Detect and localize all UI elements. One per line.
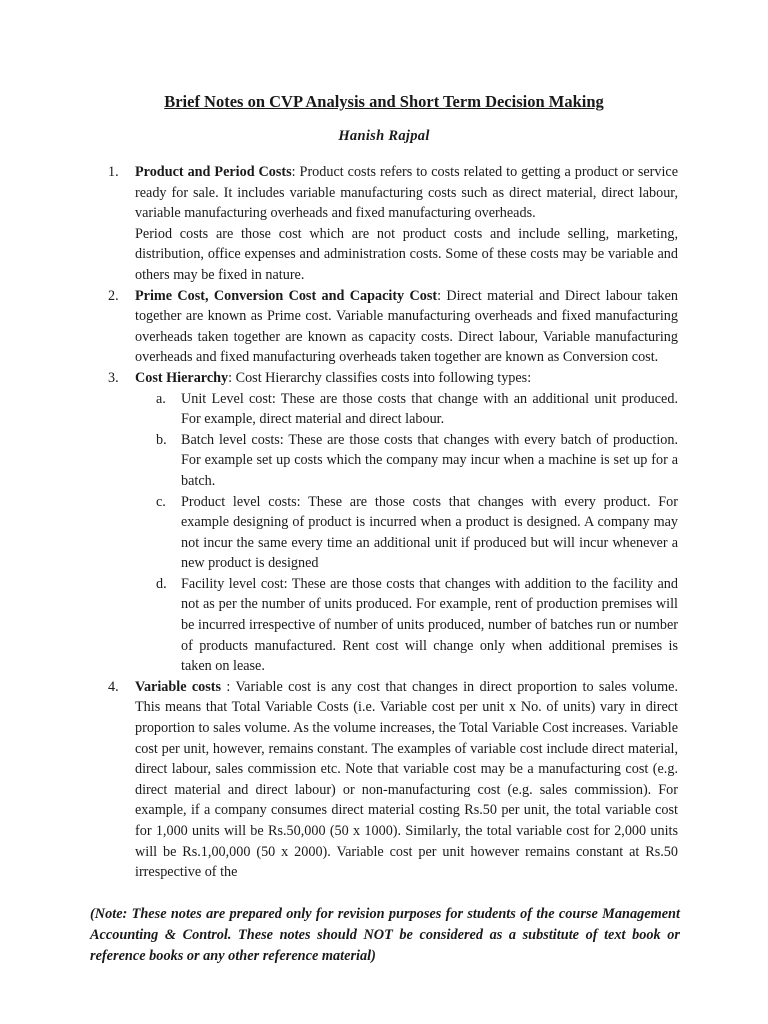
list-item	[108, 368, 678, 677]
footer-note: (Note: These notes are prepared only for revision purposes for students of the course Management Accounting & Control. These notes should NOT be considered as a substitute of text book or reference books or any other reference material)	[90, 906, 680, 964]
sub-item-letter: c.	[156, 493, 166, 510]
item-number: 3.	[108, 369, 119, 386]
sub-item-letter: d.	[156, 575, 167, 592]
item-text: : Product costs refers to costs related to getting a product or service ready for sale. It includes variable manufacturing costs such as direct material, direct labour, variable manufacturing overheads and fixed manufacturing overheads.	[135, 164, 678, 222]
list-item	[108, 677, 678, 883]
sub-list-item	[135, 430, 678, 492]
sub-list-item	[135, 492, 678, 574]
document-title: Brief Notes on CVP Analysis and Short Term Decision Making	[164, 92, 604, 111]
item-number: 1.	[108, 164, 119, 180]
item-heading: Product and Period Costs	[135, 164, 292, 180]
author-name: Hanish Rajpal	[338, 128, 430, 144]
list-item	[108, 162, 678, 286]
list-item	[108, 286, 678, 368]
item-text: : Cost Hierarchy classifies costs into following types:	[228, 369, 532, 386]
item-text: : Direct material and Direct labour taken together are known as Prime cost. Variable manufacturing overheads and fixed manufacturing overheads taken together are known as capacity costs. Direct labour, Variable manufacturing overheads and fixed manufacturing overheads taken together are known as Conversion cost.	[135, 287, 678, 366]
sub-item-text: Facility level cost: These are those costs that changes with addition to the facility and not as per the number of units produced. For example, rent of production premises will be incurred irrespective of number of units produced, number of batches run or number of products manufactured. Rent cost will change only when additional premises is taken on lease.	[181, 575, 678, 675]
sub-list-item	[135, 389, 678, 430]
sub-item-text: Batch level costs: These are those costs that changes with every batch of production. For example set up costs which the company may incur when a machine is set up for a batch.	[181, 431, 678, 489]
sub-item-letter: b.	[156, 431, 167, 448]
item-heading: Prime Cost, Conversion Cost and Capacity Cost	[135, 287, 438, 304]
sub-list-item	[135, 574, 678, 677]
item-number: 4.	[108, 678, 119, 695]
item-heading: Variable costs	[135, 678, 222, 695]
item-text: : Variable cost is any cost that changes in direct proportion to sales volume. This means that Total Variable Costs (i.e. Variable cost per unit x No. of units) vary in direct proportion to sales volume. As the volume increases, the Total Variable Cost increases. Variable cost per unit, however, remains constant. The examples of variable cost include direct material, direct labour, sales commission etc. Note that variable cost may be a manufacturing cost (e.g. direct material and direct labour) or non-manufacturing cost (e.g. sales commission). For example, if a company consumes direct material costing Rs.50 per unit, the total variable cost for 1,000 units will be Rs.50,000 (50 x 1000). Similarly, the total variable cost for 2,000 units will be Rs.1,00,000 (50 x 2000). Variable cost per unit however remains constant at Rs.50 irrespective of the	[135, 678, 678, 881]
item-heading: Cost Hierarchy	[135, 369, 229, 386]
sub-item-letter: a.	[156, 390, 166, 407]
notes-list	[108, 162, 678, 883]
sub-item-text: Product level costs: These are those costs that changes with every product. For example designing of product is incurred when a product is designed. A company may not incur the same every time an additional unit if produced but will incur whenever a new product is designed	[181, 493, 678, 572]
item-number: 2.	[108, 287, 119, 304]
sub-item-text: Unit Level cost: These are those costs that change with an additional unit produced. For example, direct material and direct labour.	[181, 390, 678, 428]
item-text-continued: Period costs are those cost which are not product costs and include selling, marketing, distribution, office expenses and administration costs. Some of these costs may be variable and others may be fixed in nature.	[135, 225, 678, 283]
